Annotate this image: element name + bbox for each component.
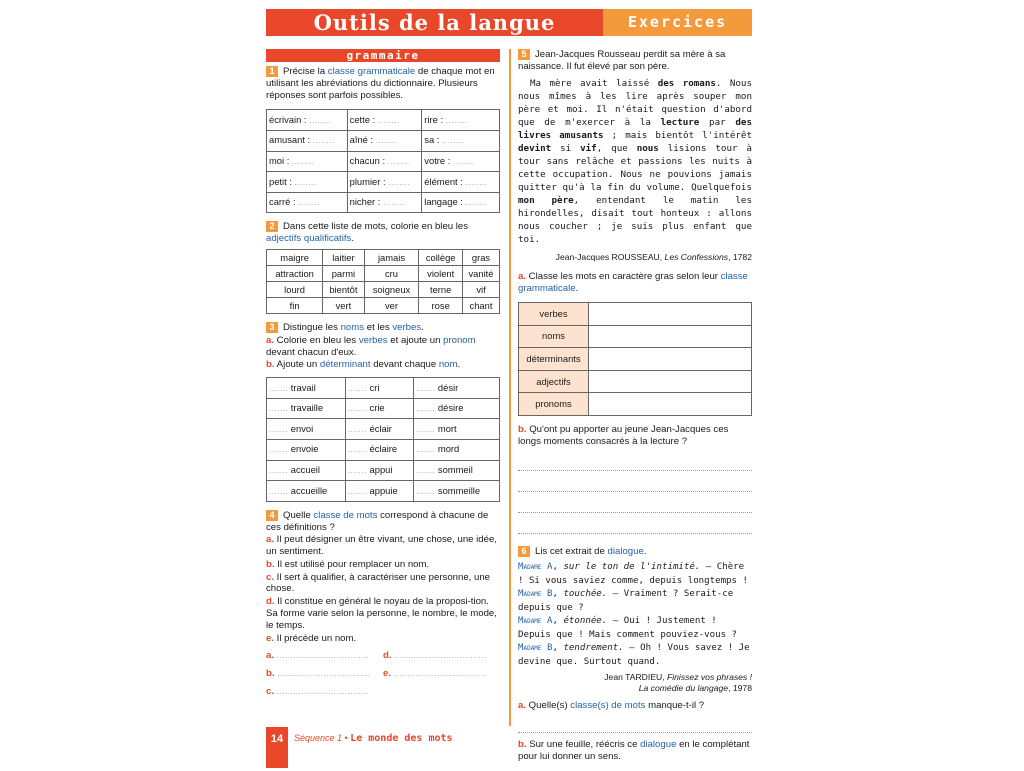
word: envoie [290, 443, 319, 455]
table-row [267, 439, 500, 460]
blank: .................................. [391, 651, 487, 661]
word-cell[interactable]: fin [267, 297, 323, 313]
word-cell[interactable] [267, 378, 346, 399]
exercise-number: 6 [518, 546, 530, 557]
blank: .................................. [391, 669, 487, 679]
word-cell[interactable] [422, 130, 500, 151]
right-column [518, 49, 752, 771]
word-cell[interactable] [422, 172, 500, 193]
exercise-5-table [518, 302, 752, 416]
stage-direction: sur le ton de l'intimité. [563, 562, 701, 573]
word-cell[interactable] [345, 439, 413, 460]
answer-line[interactable] [518, 492, 752, 513]
exercise-number: 5 [518, 49, 530, 60]
answer-cell[interactable] [589, 370, 752, 393]
word: amusant : [269, 134, 311, 146]
word-cell[interactable] [347, 151, 422, 172]
exercise-2-instruction: 2 Dans cette liste de mots, colorie en bleu les adjectifs qualificatifs. [266, 221, 469, 245]
word-cell[interactable] [267, 172, 348, 193]
word-cell[interactable]: parmi [323, 265, 364, 281]
blank: ....... [347, 424, 370, 434]
blank: ....... [347, 383, 370, 393]
definition-item: c. Il sert à qualifier, à caractériser une personne, une chose. [266, 571, 490, 595]
dialogue-source: Jean TARDIEU, Finissez vos phrases ! La comédie du langage, 1978 [604, 672, 752, 694]
exercise-number: 2 [266, 221, 278, 232]
blank: ....... [269, 383, 291, 393]
category-cell: pronoms [519, 393, 589, 416]
table-row [267, 378, 500, 399]
word-cell[interactable] [267, 110, 348, 131]
word: chacun : [349, 154, 386, 166]
word-cell[interactable] [267, 419, 346, 440]
page-header [266, 9, 752, 36]
word-cell[interactable] [414, 378, 500, 399]
blank: ....... [347, 445, 370, 455]
blank: ....... [347, 486, 370, 496]
word-cell[interactable] [347, 172, 422, 193]
line-text: — Vraiment ? Serait-ce depuis que ? [518, 589, 734, 613]
answer-field[interactable]: b. .................................. [266, 668, 370, 680]
blank: ....... [269, 465, 291, 475]
word-cell[interactable] [347, 192, 422, 213]
word-cell[interactable] [414, 460, 500, 481]
answer-cell[interactable] [589, 302, 752, 325]
table-row [267, 192, 500, 213]
word: élément : [424, 175, 463, 187]
word-cell[interactable]: vert [323, 297, 364, 313]
sequence-label: Séquence 1 • Le monde des mots [294, 733, 453, 744]
word-cell[interactable] [267, 439, 346, 460]
answer-field[interactable]: d. .................................. [383, 650, 487, 662]
answer-line[interactable] [518, 471, 752, 492]
answer-line[interactable] [518, 450, 752, 471]
word: sommeil [437, 463, 473, 475]
blank: ........ [289, 156, 314, 166]
blank: ....... [269, 424, 291, 434]
word: carré : [269, 196, 296, 208]
exercise-6a: a. Quelle(s) classe(s) de mots manque-t-il ? [518, 700, 705, 712]
answer-line[interactable] [518, 513, 752, 534]
word: crie [369, 402, 385, 414]
blank: ........ [462, 198, 488, 208]
blank: ....... [347, 465, 370, 475]
word-cell[interactable]: cru [364, 265, 419, 281]
word-cell[interactable] [414, 439, 500, 460]
table-row [267, 172, 500, 193]
word: mort [437, 422, 457, 434]
answer-cell[interactable] [589, 348, 752, 371]
exercise-number: 4 [266, 510, 278, 521]
table-row [267, 249, 500, 265]
word-cell[interactable]: soigneux [364, 281, 419, 297]
word: désire [437, 402, 464, 414]
exercise-2 [266, 221, 500, 314]
page-number: 14 [266, 727, 288, 768]
excerpt-source: Jean-Jacques ROUSSEAU, Les Confessions, 1782 [555, 251, 752, 262]
word: appui [369, 463, 393, 475]
blank: ........ [450, 156, 475, 166]
exercise-1-table [266, 109, 500, 213]
word-cell[interactable] [414, 419, 500, 440]
word-cell[interactable]: chant [463, 297, 500, 313]
word-cell[interactable] [267, 130, 348, 151]
line-text: — Oui ! Justement ! Depuis que ! Mais comment pouviez-vous ? [518, 616, 737, 640]
category-cell: adjectifs [519, 370, 589, 393]
word: accueil [290, 463, 320, 475]
blank: ....... [347, 404, 370, 414]
blank: ....... [269, 404, 291, 414]
word-cell[interactable]: lourd [267, 281, 323, 297]
word: plumier : [349, 175, 386, 187]
exercise-3a: a. Colorie en bleu les verbes et ajoute un pronom devant chacun d'eux. [266, 334, 476, 358]
blank: ....... [416, 424, 438, 434]
table-row [267, 419, 500, 440]
word-cell[interactable]: vif [463, 281, 500, 297]
word-cell[interactable] [347, 130, 422, 151]
word-cell[interactable] [422, 151, 500, 172]
word-cell[interactable] [267, 151, 348, 172]
word-cell[interactable] [267, 460, 346, 481]
blank: ....... [416, 445, 438, 455]
table-row [267, 460, 500, 481]
category-cell: déterminants [519, 348, 589, 371]
word: cette : [349, 113, 376, 125]
blank: ........ [439, 136, 464, 146]
blank: ........ [380, 198, 405, 208]
line-text: — Oh ! Vous savez ! Je devine que. Surtout quand. [518, 643, 750, 667]
dialogue-line: Madame A, étonnée. — Oui ! Justement ! Depuis que ! Mais comment pouviez-vous ? [518, 616, 737, 640]
blank: ........ [295, 198, 321, 208]
blank: ........ [306, 115, 332, 125]
line-text: — Chère ! Si vous saviez comme, depuis longtemps ! [518, 562, 748, 586]
blank: ........ [385, 177, 411, 187]
exercise-5a: a. Classe les mots en caractère gras selon leur classe grammaticale. [518, 271, 748, 295]
table-row [267, 151, 500, 172]
word: votre : [424, 154, 451, 166]
answer-row [266, 650, 500, 662]
exercise-5-intro: 5 Jean-Jacques Rousseau perdit sa mère à sa naissance. Il fut élevé par son père. [518, 49, 726, 72]
word-cell[interactable]: bientôt [323, 281, 364, 297]
word: sa : [424, 134, 440, 146]
blank: ....... [416, 486, 438, 496]
table-row [267, 481, 500, 502]
exercise-4 [266, 510, 500, 698]
word-cell[interactable]: terne [419, 281, 463, 297]
blank: .................................. [274, 687, 370, 697]
word-cell[interactable] [422, 192, 500, 213]
word-cell[interactable]: maigre [267, 249, 323, 265]
definition-item: a. Il peut désigner un être vivant, une chose, une idée, un sentiment. [266, 534, 497, 558]
dialogue-line: Madame A, sur le ton de l'intimité. — Chère ! Si vous saviez comme, depuis longtemps ! [518, 562, 748, 586]
word: appuie [369, 484, 398, 496]
header-section: Exercices [603, 9, 752, 36]
speaker: Madame B [518, 643, 553, 654]
word: rire : [424, 113, 444, 125]
word-cell[interactable]: gras [463, 249, 500, 265]
word-cell[interactable]: vanité [463, 265, 500, 281]
table-row [267, 398, 500, 419]
column-divider [509, 49, 511, 726]
word: écrivain : [269, 113, 307, 125]
table-row [267, 110, 500, 131]
word-cell[interactable] [347, 110, 422, 131]
word-cell[interactable] [267, 481, 346, 502]
word-cell[interactable] [345, 481, 413, 502]
header-title: Outils de la langue [266, 9, 603, 36]
word: éclaire [369, 443, 398, 455]
answer-field[interactable]: a. .................................. [266, 650, 370, 662]
blank: ....... [269, 486, 291, 496]
blank: ........ [385, 156, 410, 166]
blank: ....... [416, 404, 438, 414]
table-row [519, 348, 752, 371]
answer-field[interactable]: e. .................................. [383, 668, 487, 680]
exercise-6b: b. Sur une feuille, réécris ce dialogue en le complétant pour lui donner un sens. [518, 739, 750, 762]
exercise-number: 3 [266, 322, 278, 333]
word-cell[interactable]: ver [364, 297, 419, 313]
word-cell[interactable]: jamais [364, 249, 419, 265]
speaker: Madame A [518, 616, 553, 627]
word-cell[interactable] [345, 398, 413, 419]
exercise-3-instruction: 3 Distingue les noms et les verbes. [266, 322, 500, 334]
word-cell[interactable]: violent [419, 265, 463, 281]
blank: ........ [373, 136, 398, 146]
word-cell[interactable] [267, 398, 346, 419]
word-cell[interactable] [345, 419, 413, 440]
blank: ........ [375, 115, 400, 125]
exercise-3-table [266, 377, 500, 502]
workbook-page [266, 9, 752, 768]
speaker: Madame A [518, 562, 553, 573]
blank: .................................. [274, 669, 370, 679]
exercise-number: 1 [266, 66, 278, 77]
word-cell[interactable] [345, 378, 413, 399]
word: éclair [369, 422, 392, 434]
word: petit : [269, 175, 292, 187]
word-cell[interactable] [414, 481, 500, 502]
rousseau-excerpt: Ma mère avait laissé des romans. Nous nous mîmes à les lire après souper mon père et moi. Il n'était question d'abord que de m'exercer à la lecture par des livres amusants ; mais bientôt l'intérêt devint si vif, que nous lisions tour à tour sans relâche et passions les nuits à cette occupation. Nous ne pouvions jamais quitter qu'à la fin du volume. Quelquefois mon père, entendant le matin les hirondelles, disait tout honteux : allons nous coucher ; je suis plus enfant que toi. [518, 77, 752, 245]
speaker: Madame B [518, 589, 553, 600]
word-cell[interactable] [267, 192, 348, 213]
exercise-3b: b. Ajoute un déterminant devant chaque nom. [266, 359, 461, 371]
word-cell[interactable] [345, 460, 413, 481]
answer-row [266, 668, 500, 680]
blank: ....... [416, 383, 438, 393]
definition-item: e. Il précède un nom. [266, 632, 357, 644]
word-cell[interactable] [422, 110, 500, 131]
stage-direction: tendrement. [563, 643, 624, 654]
exercise-5b: b. Qu'ont pu apporter au jeune Jean-Jacques ces longs moments consacrés à la lecture ? [518, 423, 729, 447]
tardieu-dialogue [518, 561, 752, 669]
word: langage : [424, 196, 463, 208]
table-row [267, 297, 500, 313]
word: mord [437, 443, 460, 455]
stage-direction: touchée. [563, 589, 608, 600]
table-row [267, 265, 500, 281]
category-cell: verbes [519, 302, 589, 325]
answer-field[interactable]: c. .................................. [266, 686, 370, 698]
blank: ....... [416, 465, 438, 475]
exercise-2-table [266, 249, 500, 314]
word: travaille [290, 402, 324, 414]
exercise-1 [266, 66, 500, 213]
stage-direction: étonnée. [563, 616, 608, 627]
word: envoi [290, 422, 314, 434]
answer-cell[interactable] [589, 325, 752, 348]
blank: ....... [269, 445, 291, 455]
section-band: grammaire [266, 49, 500, 62]
word-cell[interactable] [414, 398, 500, 419]
word: nicher : [349, 196, 381, 208]
answer-lines [518, 450, 752, 534]
blank: ........ [291, 177, 317, 187]
dialogue-line: Madame B, tendrement. — Oh ! Vous savez ! Je devine que. Surtout quand. [518, 643, 750, 667]
exercise-1-instruction: 1 Précise la classe grammaticale de chaque mot en utilisant les abréviations du dictionnaire. Plusieurs réponses sont parfois possibles. [266, 66, 495, 101]
word: moi : [269, 154, 290, 166]
left-column [266, 49, 500, 706]
answer-row [266, 686, 500, 698]
table-row [519, 302, 752, 325]
exercise-3 [266, 322, 500, 502]
page-footer [266, 727, 752, 768]
table-row [267, 281, 500, 297]
table-row [519, 370, 752, 393]
category-cell: noms [519, 325, 589, 348]
table-row [519, 393, 752, 416]
word-cell[interactable]: collège [419, 249, 463, 265]
word: désir [437, 381, 459, 393]
answer-cell[interactable] [589, 393, 752, 416]
exercise-6-instruction: 6 Lis cet extrait de dialogue. [518, 546, 752, 558]
word: sommeille [437, 484, 481, 496]
word-cell[interactable]: attraction [267, 265, 323, 281]
blank: ........ [462, 177, 488, 187]
word-cell[interactable]: rose [419, 297, 463, 313]
definition-item: b. Il est utilisé pour remplacer un nom. [266, 558, 430, 570]
blank: .................................. [274, 651, 370, 661]
dialogue-line: Madame B, touchée. — Vraiment ? Serait-ce depuis que ? [518, 589, 734, 613]
word: cri [369, 381, 380, 393]
exercise-4-instruction: 4 Quelle classe de mots correspond à chacune de ces définitions ? [266, 509, 489, 533]
definition-item: d. Il constitue en général le noyau de la proposi-tion. Sa forme varie selon la personne, le nombre, le mode, le temps. [266, 596, 497, 631]
word: accueille [290, 484, 328, 496]
blank: ........ [310, 136, 335, 146]
word: travail [290, 381, 316, 393]
blank: ........ [443, 115, 468, 125]
word: aîné : [349, 134, 374, 146]
table-row [267, 130, 500, 151]
word-cell[interactable]: laitier [323, 249, 364, 265]
table-row [519, 325, 752, 348]
exercise-5 [518, 49, 752, 534]
